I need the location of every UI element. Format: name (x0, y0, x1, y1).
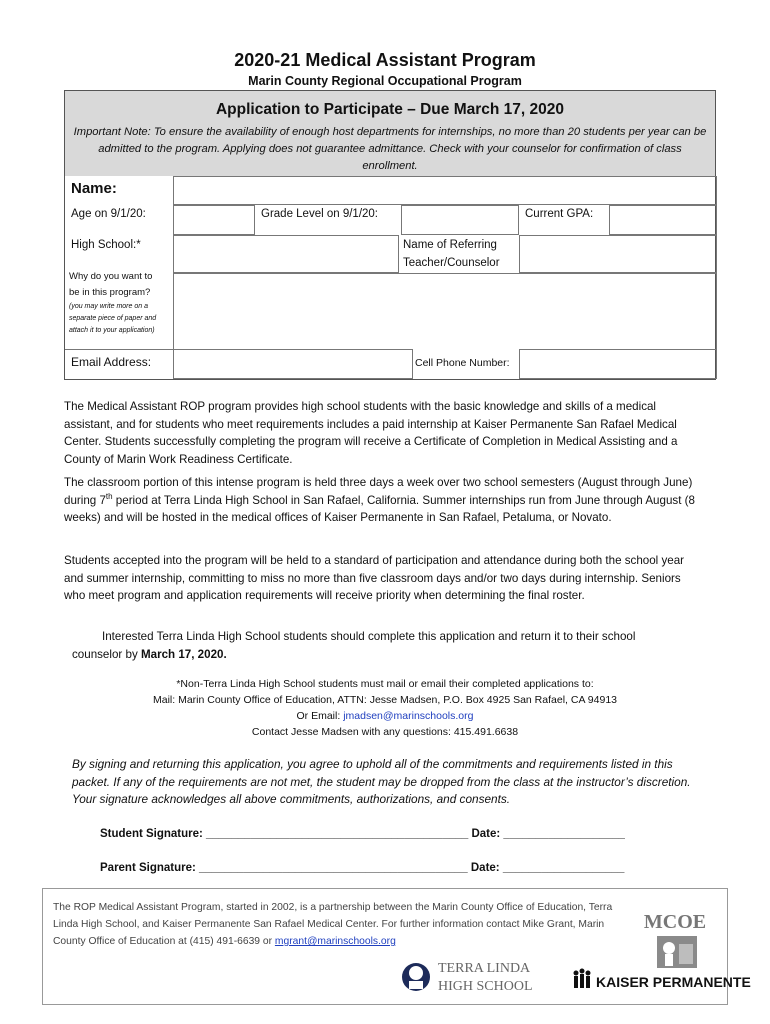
application-title: Application to Participate – Due March 17, 2020 (215, 101, 564, 118)
terra-linda-logo-line-2: HIGH SCHOOL (438, 979, 533, 994)
why-hint-1: (you may write more on a (69, 303, 148, 310)
email-field[interactable] (173, 349, 413, 379)
age-label: Age on 9/1/20: (71, 208, 146, 220)
schedule-text-a: The classroom portion of this intense program is held three days a week over two school semesters (August through June) during 7 (64, 476, 693, 507)
why-hint-2: separate piece of paper and (69, 315, 157, 322)
paragraph-submit (72, 628, 672, 663)
mail-line-3 (0, 708, 770, 724)
referring-field[interactable] (519, 235, 717, 273)
why-label-2: be in this program? (69, 287, 151, 298)
application-header (65, 91, 715, 176)
kaiser-permanente-logo (570, 965, 751, 997)
footer-description: The ROP Medical Assistant Program, started in 2002, is a partnership between the Marin County Office of Education, Terra Linda High School, and Kaiser Permanente San Rafael Medical Center. For further information contact Mike Grant, Marin County Office of Education at (415) 491-6639 or (53, 902, 613, 947)
cell-phone-label: Cell Phone Number: (415, 357, 510, 369)
schedule-text-b: period at Terra Linda High School in San Rafael, California. Summer internships run from June through August (8 weeks) and will be hosted in the medical offices of Kaiser Permanente in San Rafael, Petaluma, or Novato. (64, 493, 695, 525)
paragraph-standards: Students accepted into the program will be held to a standard of participation and attendance during both the school year and summer internship, committing to miss no more than five classroom days and/or two days during internship. Seniors who meet program and application requirements will receive priority when determining the final roster. (64, 554, 685, 603)
gpa-field[interactable] (609, 205, 717, 235)
important-note: Important Note: To ensure the availability of enough host departments for internships, no more than 20 students per year can be admitted to the program. Applying does not guarantee admittance. Check with your counselor for confirmation of class enrollment. (73, 126, 707, 172)
name-label: Name: (71, 180, 117, 197)
submit-deadline: March 17, 2020. (140, 647, 227, 661)
name-field[interactable] (173, 176, 717, 205)
grade-field[interactable] (401, 205, 519, 235)
paragraph-schedule (64, 474, 704, 527)
mail-line-1: *Non-Terra Linda High School students must mail or email their completed applications to: (176, 678, 594, 690)
why-field[interactable] (173, 273, 717, 349)
mail-line-4: Contact Jesse Madsen with any questions: 415.491.6638 (251, 726, 519, 738)
document-title: 2020-21 Medical Assistant Program (234, 50, 536, 70)
gpa-label: Current GPA: (525, 208, 594, 220)
grade-label: Grade Level on 9/1/20: (261, 208, 378, 220)
why-label-1: Why do you want to (69, 271, 153, 282)
age-field[interactable] (173, 205, 255, 235)
cell-phone-field[interactable] (519, 349, 717, 379)
high-school-label: High School:* (71, 239, 141, 251)
email-label: Email Address: (71, 355, 152, 369)
document-subtitle: Marin County Regional Occupational Program (248, 74, 522, 88)
mcoe-logo (635, 904, 715, 974)
paragraph-intro: The Medical Assistant ROP program provides high school students with the basic knowledge and skills of a medical assistant, and for students who meet requirements includes a paid internship at Kaiser Permanente San Rafael Medical Center. Students successfully completing the program will receive a Certificate of Completion in Medical Assisting and a County of Marin Work Readiness Certificate. (64, 400, 678, 466)
jmadsen-email-link[interactable]: jmadsen@marinschools.org (343, 710, 474, 722)
terra-linda-logo-line-1: TERRA LINDA (438, 961, 531, 976)
terra-linda-logo (400, 955, 550, 999)
mail-line-2: Mail: Marin County Office of Education, ATTN: Jesse Madsen, P.O. Box 4925 San Rafael, CA 94913 (153, 694, 617, 706)
mgrant-email-link[interactable]: mgrant@marinschools.org (274, 936, 396, 947)
schedule-superscript: th (105, 491, 113, 501)
referring-label-2: Teacher/Counselor (403, 257, 500, 269)
referring-label-1: Name of Referring (403, 239, 497, 251)
parent-signature-line[interactable]: Parent Signature: __________________________________________ Date: ___________________ (100, 862, 625, 874)
email-prefix: Or Email: (296, 710, 344, 722)
why-hint-3: attach it to your application) (69, 327, 155, 334)
application-form (64, 90, 716, 380)
kaiser-logo-text: KAISER PERMANENTE (596, 974, 751, 990)
student-signature-line[interactable]: Student Signature: _________________________________________ Date: ___________________ (100, 828, 625, 840)
high-school-field[interactable] (173, 235, 399, 273)
submit-text: Interested Terra Linda High School students should complete this application and return it to their school counselor by (72, 630, 636, 661)
mcoe-logo-text: MCOE (643, 911, 707, 933)
footer-text (53, 899, 633, 950)
consent-text: By signing and returning this application, you agree to uphold all of the commitments and requirements listed in this packet. If any of the requirements are not met, the student may be dropped from the class at the instructor’s discretion. Your signature acknowledges all above commitments, authorizations, and consents. (72, 757, 691, 807)
